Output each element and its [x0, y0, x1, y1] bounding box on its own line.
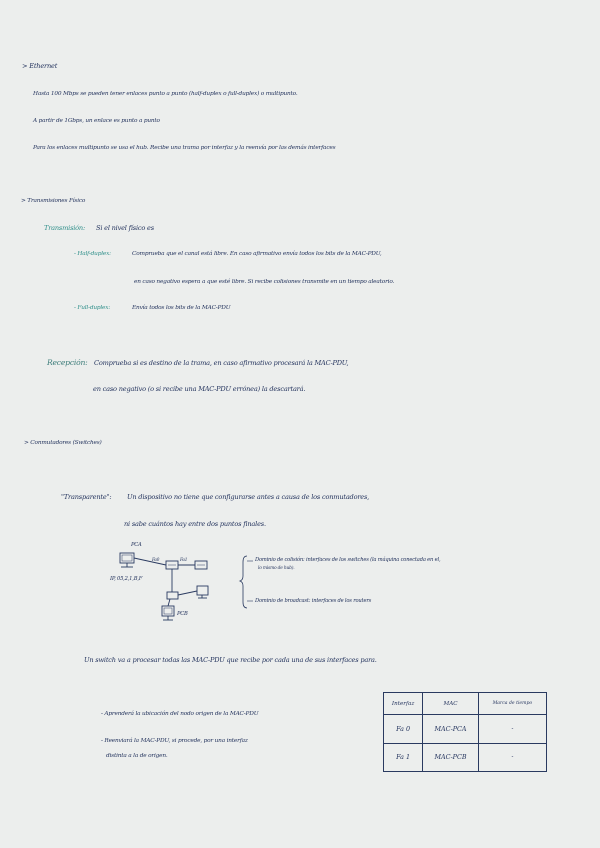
table-cell: MAC-PCB: [423, 743, 479, 771]
ethernet-heading: > Ethernet: [22, 62, 58, 70]
recepcion-text-2: en caso negativo (o si recibe una MAC-PDU errónea) la descartará.: [93, 385, 306, 393]
hub-icon: [167, 592, 178, 599]
table-cell: Fa 1: [384, 743, 423, 771]
broadcast-domain-note: Dominio de broadcast: interfaces de los routers: [255, 598, 372, 604]
half-duplex-label: - Half-duplex:: [74, 251, 111, 257]
ethernet-line-1: Hasta 100 Mbps se pueden tener enlaces punto a punto (half-duplex o full-duplex) o multipunto.: [33, 91, 298, 97]
pca-label: PCA: [131, 542, 142, 548]
table-header-cell: Marca de tiempo: [478, 693, 546, 715]
ip-label: IP, 05,2,1,B,F: [110, 576, 143, 582]
table-header-row: [384, 693, 547, 715]
recepcion-label: Recepción:: [47, 358, 88, 367]
full-duplex-label: - Full-duplex:: [74, 305, 111, 311]
switch-right-icon: [195, 561, 207, 569]
pca-computer-icon: [120, 553, 134, 567]
recepcion-text-1: Comprueba si es destino de la trama, en caso afirmativo procesará la MAC-PDU,: [94, 359, 349, 367]
transparente-text-1: Un dispositivo no tiene que configurarse antes a causa de los conmutadores,: [127, 493, 370, 501]
pcb-label: PCB: [177, 611, 188, 617]
transmision-label: Transmisión:: [44, 224, 86, 232]
table-row: [384, 743, 547, 771]
step-learn-text: - Aprenderá la ubicación del nodo origen de la MAC-PDU: [101, 711, 259, 717]
pcb-computer-icon: [162, 606, 174, 620]
transparente-label: "Transparente":: [61, 493, 112, 501]
step-forward-text-1: - Reenviará la MAC-PDU, si procede, por una interfaz: [101, 738, 248, 744]
switch-process-text: Un switch va a procesar todas las MAC-PDU que recibe por cada una de sus interfaces para.: [84, 656, 377, 664]
table-header-cell: MAC: [423, 693, 479, 715]
switch-icon: [166, 561, 178, 569]
table-cell: -: [478, 715, 546, 743]
table-cell: MAC-PCA: [423, 715, 479, 743]
table-header-cell: Interfaz: [384, 693, 423, 715]
mac-address-table: [383, 692, 547, 772]
ethernet-line-2: A partir de 1Gbps, un enlace es punto a punto: [33, 118, 160, 124]
transmision-text: Si el nivel físico es: [96, 224, 154, 232]
collision-domain-note-2: lo mismo de hub).: [258, 566, 295, 571]
ethernet-line-3: Para los enlaces multipunto se usa el hub. Recibe una trama por interfaz y la reenvía por las demás interfaces: [33, 145, 336, 151]
transparente-text-2: ni sabe cuántos hay entre dos puntos finales.: [124, 520, 266, 528]
half-duplex-text-2: en caso negativo espera a que esté libre. Si recibe colisiones transmite en un tiempo aleatorio.: [134, 279, 395, 285]
table-cell: -: [478, 743, 546, 771]
step-forward-text-2: distinta a la de origen.: [106, 753, 168, 759]
collision-domain-note-1: Dominio de colisión: interfaces de los switches (la máquina conectada en el,: [255, 557, 441, 563]
full-duplex-text: Envía todos los bits de la MAC-PDU: [132, 305, 231, 311]
table-cell: Fa 0: [384, 715, 423, 743]
port-fa1-label: Fa1: [180, 557, 188, 562]
port-fa0-label: Fa0: [152, 557, 160, 562]
half-duplex-text-1: Comprueba que el canal está libre. En caso afirmativo envía todos los bits de la MAC-PDU,: [132, 251, 382, 257]
conmutadores-heading: > Conmutadores (Switches): [24, 440, 102, 446]
transmision-heading: > Transmisiones Físico: [21, 198, 86, 204]
right-computer-icon: [197, 586, 208, 598]
table-row: [384, 715, 547, 743]
